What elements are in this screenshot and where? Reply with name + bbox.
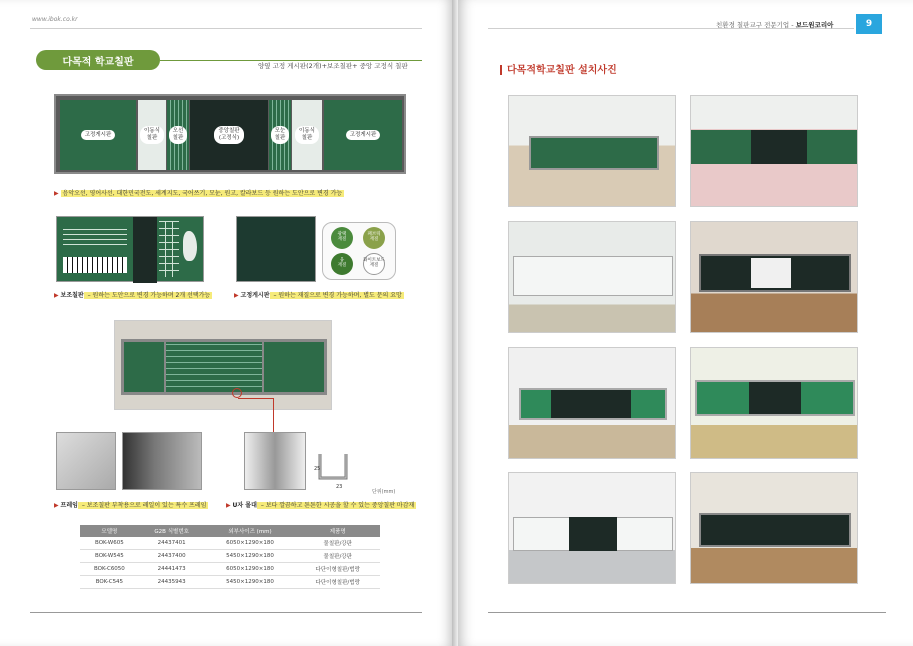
board-panel-fixed-left <box>60 100 136 170</box>
install-photo-1 <box>508 95 676 207</box>
table-cell: BOK-C545 <box>80 576 139 589</box>
badge-fabric: 패브릭 재질 <box>363 227 385 249</box>
spec-table <box>80 525 380 589</box>
table-header: 제품명 <box>295 525 380 537</box>
board-label: 이동식 칠판 <box>140 126 164 143</box>
photo-board <box>513 256 673 296</box>
table-cell: 24441473 <box>139 563 205 576</box>
photo-board-center <box>751 130 807 164</box>
frame-detail-photo-2 <box>122 432 202 490</box>
table-cell: 24437400 <box>139 550 205 563</box>
table-row <box>80 576 380 589</box>
staff-lines <box>63 225 127 249</box>
frame-panel <box>264 342 324 392</box>
install-photo-3 <box>508 221 676 333</box>
badge-felt: 융 재질 <box>331 253 353 275</box>
dim-width: 23 <box>336 484 343 490</box>
photo-board-center <box>569 517 617 551</box>
board-panel-move-left <box>138 100 166 170</box>
grid-board <box>159 221 179 277</box>
table-cell: 5450×1290×180 <box>205 576 296 589</box>
note-title: 보조칠판 <box>60 292 84 299</box>
frame-detail-photo-1 <box>56 432 116 490</box>
install-photo-7 <box>508 472 676 584</box>
table-row <box>80 563 380 576</box>
table-header-row <box>80 525 380 537</box>
install-photo-6 <box>690 347 858 459</box>
page-number: 9 <box>856 14 882 34</box>
board-label: 중앙칠판 (고정식) <box>214 126 243 143</box>
board-label: 고정게시판 <box>346 130 381 141</box>
table-header: 모델명 <box>80 525 139 537</box>
table-cell: 물칠판/강판 <box>295 550 380 563</box>
install-photo-2 <box>690 95 858 207</box>
frame-panel <box>124 342 164 392</box>
section-title <box>500 61 617 76</box>
photo-board-center <box>749 382 801 414</box>
u-molding-photo <box>244 432 306 490</box>
title-bar <box>500 65 502 75</box>
table-cell: 물칠판/강판 <box>295 537 380 550</box>
photo-board <box>699 513 851 547</box>
photo-board-center <box>551 390 631 418</box>
install-photo-8 <box>690 472 858 584</box>
table-cell: BOK-C6050 <box>80 563 139 576</box>
table-cell: 24435943 <box>139 576 205 589</box>
triangle-icon: ▶ <box>234 292 239 299</box>
board-label: 고정게시판 <box>81 130 116 141</box>
note-text: – 원하는 재질으로 변경 가능하며, 별도 문의 요망 <box>271 292 402 299</box>
board-panel-move-right <box>292 100 322 170</box>
table-cell: BOK-W605 <box>80 537 139 550</box>
table-row <box>80 550 380 563</box>
note-title: 고정게시판 <box>240 292 270 299</box>
frame-panel <box>166 342 262 392</box>
header-brand: 보드원코리아 <box>795 21 834 29</box>
aux-board-divider <box>133 217 157 283</box>
badge-whiteboard: 화이트보드 재질 <box>363 253 385 275</box>
table-row <box>80 537 380 550</box>
table-cell: 24437401 <box>139 537 205 550</box>
material-badges <box>322 222 396 280</box>
table-cell: BOK-W545 <box>80 550 139 563</box>
table-cell: 6050×1290×180 <box>205 563 296 576</box>
table-cell: 6050×1290×180 <box>205 537 296 550</box>
badge-gloss: 광택 재질 <box>331 227 353 249</box>
bottom-divider-left <box>30 612 422 613</box>
table-header: 외부사이즈 (mm) <box>205 525 296 537</box>
aux-board-image <box>56 216 204 282</box>
top-divider-left <box>30 28 422 29</box>
unit-label: 단위(mm) <box>372 489 396 495</box>
triangle-icon: ▶ <box>226 502 231 509</box>
board-panel-center <box>190 100 268 170</box>
board-panel-aux-right <box>269 100 291 170</box>
fixed-board-image <box>236 216 316 282</box>
dim-height: 25 <box>314 466 321 472</box>
board-label: 오선 칠판 <box>169 126 188 143</box>
piano-keys <box>63 257 127 273</box>
note-aux <box>54 290 212 299</box>
photo-board <box>529 136 659 170</box>
map-shape <box>183 231 197 261</box>
table-cell: 다단이형칠판/법랑 <box>295 576 380 589</box>
page-subtitle: 양옆 고정 게시판(2개)+보조칠판+ 중앙 고정식 칠판 <box>258 62 408 70</box>
note-title: U자 몰대 <box>232 502 257 509</box>
website-url: www.ibok.co.kr <box>32 16 78 23</box>
board-panel-aux-left <box>167 100 189 170</box>
board-label: 이동식 칠판 <box>295 126 319 143</box>
section-title-text: 다목적학교칠판 설치사진 <box>507 65 617 76</box>
frame-photo <box>114 320 332 410</box>
note-frame <box>54 500 208 509</box>
board-diagram <box>54 94 406 174</box>
photo-board-center <box>751 258 791 288</box>
note-main <box>54 188 344 197</box>
note-title: 프레임 <box>60 502 78 509</box>
install-photo-5 <box>508 347 676 459</box>
triangle-icon: ▶ <box>54 292 59 299</box>
table-cell: 다단이형칠판/법랑 <box>295 563 380 576</box>
board-panel-fixed-right <box>324 100 402 170</box>
header-prefix: 친환경 칠판교구 전문기업 - <box>716 21 794 29</box>
note-text: – 보조칠판 부착용으로 레일이 있는 특수 프레임 <box>79 502 207 509</box>
table-cell: 5450×1290×180 <box>205 550 296 563</box>
note-text: – 원하는 도안으로 변경 가능하며 2개 선택가능 <box>85 292 211 299</box>
zoom-circle <box>232 388 242 398</box>
zoom-line <box>238 398 274 399</box>
note-fixed <box>234 290 404 299</box>
bottom-divider-right <box>488 612 886 613</box>
note-text: – 보다 깔끔하고 튼튼한 시공을 할 수 있는 중앙칠판 마감재 <box>258 502 415 509</box>
board-label: 모눈 칠판 <box>271 126 290 143</box>
install-photo-4 <box>690 221 858 333</box>
note-text: 음악오선, 영어사선, 대한민국전도, 세계지도, 국어쓰기, 모눈, 원고, 칼라보드 등 원하는 도안으로 변경 가능 <box>62 190 343 197</box>
page-title: 다목적 학교칠판 <box>36 50 160 70</box>
note-u <box>226 500 416 509</box>
triangle-icon: ▶ <box>54 190 59 197</box>
table-header: G2B 식별번호 <box>139 525 205 537</box>
triangle-icon: ▶ <box>54 502 59 509</box>
running-header <box>716 20 833 29</box>
